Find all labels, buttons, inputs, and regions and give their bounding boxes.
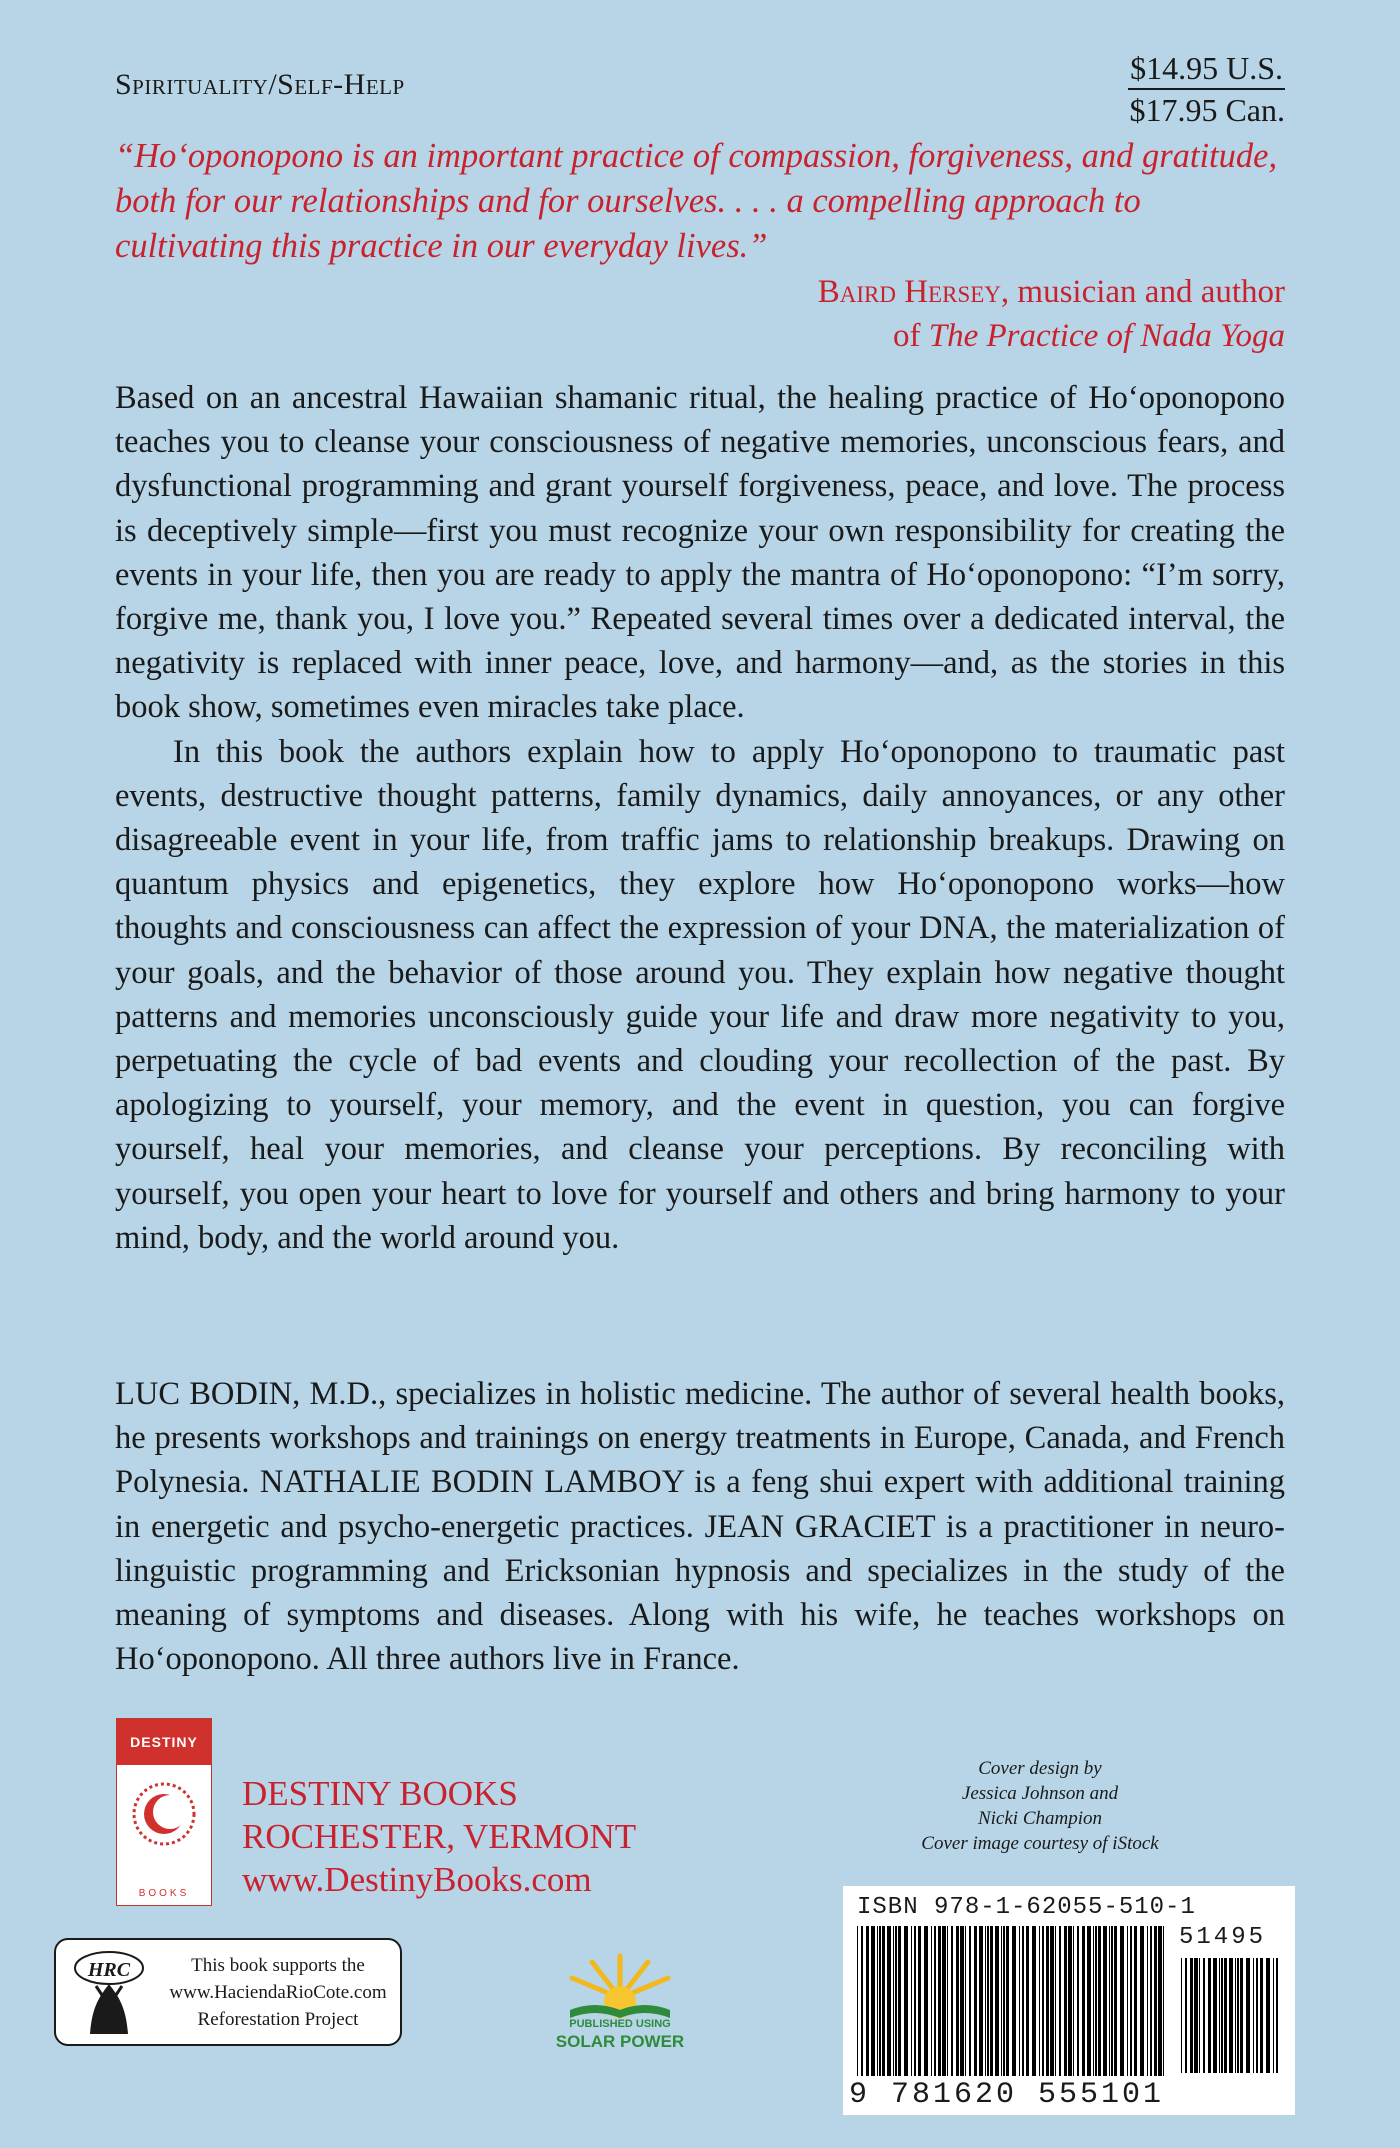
ean-barcode-icon	[857, 1926, 1167, 2076]
quote-book-title: The Practice of Nada Yoga	[928, 318, 1285, 354]
isbn-text: ISBN 978-1-62055-510-1	[857, 1894, 1196, 1921]
publisher-name: DESTINY BOOKS	[242, 1774, 518, 1813]
quote-author-desc: , musician and author	[1000, 274, 1285, 310]
credits-line: Cover design by	[978, 1758, 1102, 1779]
publisher-location: ROCHESTER, VERMONT	[242, 1817, 637, 1856]
credits-line: Nicki Champion	[977, 1808, 1103, 1829]
solar-power-badge	[530, 1948, 710, 2058]
hrc-line: Reforestation Project	[197, 2009, 359, 2030]
hrc-logo-text: HRC	[87, 1959, 131, 1981]
description-paragraph-2: In this book the authors explain how to apply Hoʻoponopono to traumatic past events, destructive thought patterns, family dynamics, daily annoyances, or any other disagreeable event in your life, from traffic jams to relationship breakups. Drawing on quantum physics and epigenetics, they explore how Hoʻoponopono works—how thoughts and consciousness can affect the expression of your DNA, the materialization of your goals, and the behavior of those around you. They explain how negative thought patterns and memories unconsciously guide your life and draw more negativity to you, perpetuating the cycle of bad events and clouding your recollection of the past. By apologizing to yourself, your memory, and the event in question, you can forgive yourself, heal your memories, and cleanse your perceptions. By reconciling with yourself, you open your heart to love for yourself and others and bring harmony to your mind, body, and the world around you.	[115, 733, 1285, 1256]
author-bio: LUC BODIN, M.D., specializes in holistic medicine. The author of several health books, he presents workshops and trainings on energy treatments in Europe, Canada, and French Polynesia. NATHALIE BODIN LAMBOY is a feng shui expert with additional training in energetic and psycho-energetic practices. JEAN GRACIET is a practitioner in neuro-linguistic programming and Ericksonian hypnosis and specializes in the study of the meaning of symptoms and diseases. Along with his wife, he teaches workshops on Hoʻoponopono. All three authors live in France.	[115, 1376, 1285, 1678]
description-paragraph-1: Based on an ancestral Hawaiian shamanic ritual, the healing practice of Hoʻoponopono teaches you to cleanse your consciousness of negative memories, unconscious fears, and dysfunctional programming and grant yourself forgiveness, peace, and love. The process is deceptively simple—first you must recognize your own responsibility for creating the events in your life, then you are ready to apply the mantra of Hoʻoponopono: “I’m sorry, forgive me, thank you, I love you.” Repeated several times over a dedicated interval, the negativity is replaced with inner peace, love, and harmony—and, as the stories in this book show, sometimes even miracles take place.	[115, 380, 1285, 726]
ean-digits-text: 9 781620 555101	[849, 2078, 1165, 2112]
hrc-line: This book supports the	[191, 1955, 365, 1976]
publisher-logo	[116, 1718, 212, 1906]
quote-attribution	[385, 270, 1285, 358]
price-us: $14.95 U.S.	[1128, 48, 1285, 90]
quote-of: of	[892, 318, 929, 354]
publisher-website[interactable]: www.DestinyBooks.com	[242, 1860, 592, 1899]
cover-credits	[830, 1756, 1250, 1856]
price-can: $17.95 Can.	[1129, 92, 1285, 128]
quote-author-name: Baird Hersey	[817, 274, 1001, 310]
publisher-logo-bottom: BOOKS	[138, 1888, 190, 1899]
barcode-box	[843, 1886, 1295, 2115]
hrc-line: www.HaciendaRioCote.com	[169, 1982, 387, 2003]
price-barcode-icon	[1181, 1958, 1281, 2073]
solar-line-2: SOLAR POWER	[555, 2032, 685, 2051]
sun-book-icon	[530, 1948, 710, 2018]
solar-line-1: PUBLISHED USING	[569, 2018, 671, 2030]
publisher-info	[242, 1772, 636, 1901]
endorsement-quote: “Hoʻoponopono is an important practice of compassion, forgiveness, and gratitude, both for our relationships and for ourselves. . . . a compelling approach to cultivating this practice in our everyday lives.”	[115, 137, 1278, 265]
hrc-badge	[54, 1938, 402, 2046]
credits-line: Jessica Johnson and	[961, 1783, 1119, 1804]
credits-line: Cover image courtesy of iStock	[921, 1833, 1159, 1854]
publisher-logo-top: DESTINY	[117, 1719, 211, 1765]
tree-logo-icon	[66, 1946, 152, 2042]
sun-crescent-icon	[129, 1779, 199, 1849]
description	[115, 376, 1285, 1260]
price-code-text: 51495	[1179, 1924, 1267, 1951]
category-label: Spirituality/Self-Help	[115, 68, 405, 101]
price-block	[1128, 48, 1285, 130]
